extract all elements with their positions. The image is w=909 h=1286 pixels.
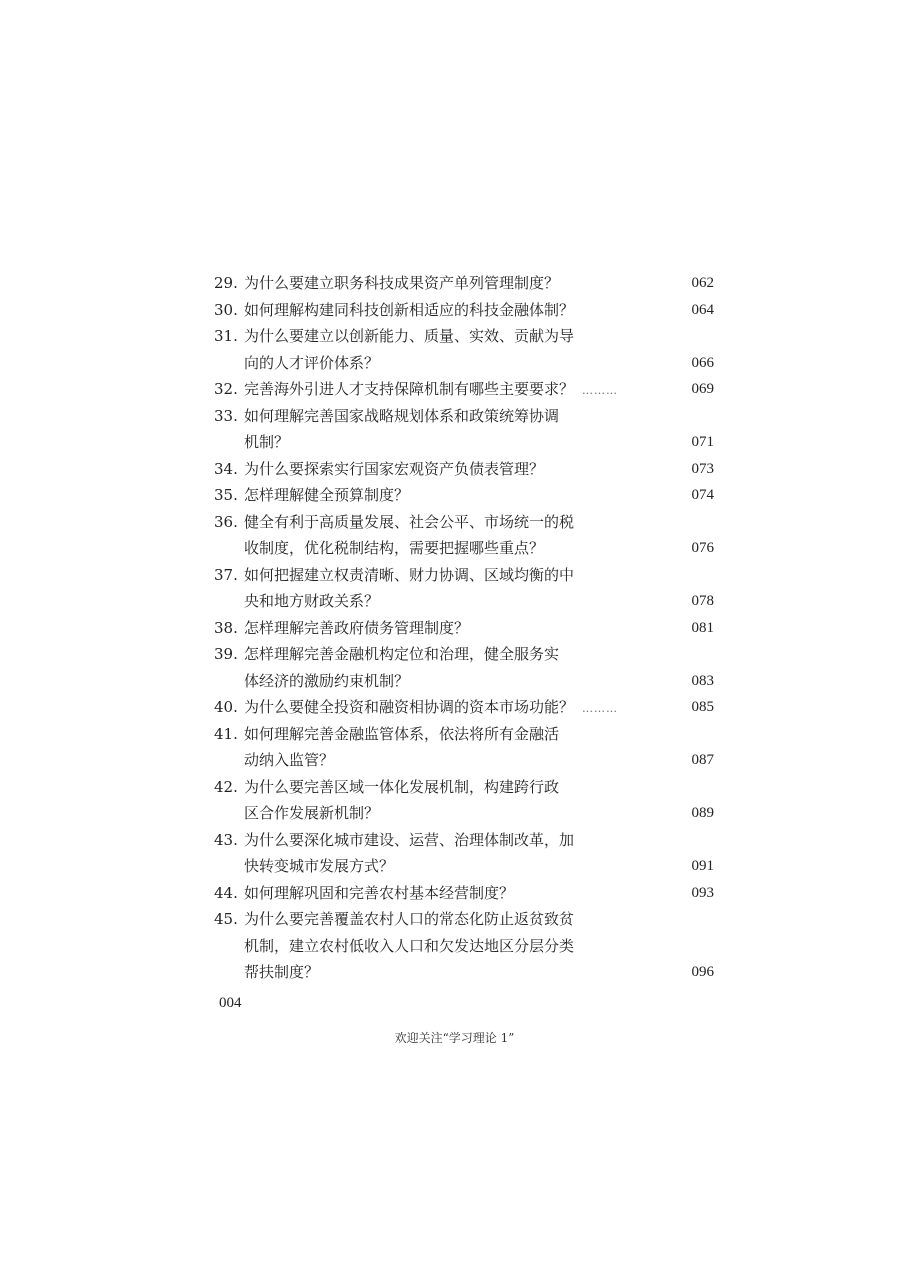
toc-entry-number: 34. — [214, 459, 238, 478]
toc-dot-leader: ……… — [582, 702, 619, 715]
toc-entry-line — [214, 880, 714, 907]
toc-entry-title: 健全有利于高质量发展、社会公平、市场统一的税 — [244, 512, 575, 531]
toc-entry-line — [214, 747, 714, 774]
toc-entry-page: 081 — [691, 619, 714, 636]
toc-entry-title: 如何把握建立权责清晰、财力协调、区域均衡的中 — [244, 565, 575, 584]
toc-entry-line — [214, 429, 714, 456]
toc-entry-title: 机制，建立农村低收入人口和欠发达地区分层分类 — [244, 936, 575, 955]
toc-entry-title: 收制度，优化税制结构，需要把握哪些重点？ — [244, 539, 545, 557]
toc-entry-page: 066 — [691, 354, 714, 371]
toc-entry-title: 为什么要完善区域一体化发展机制，构建跨行政 — [244, 777, 560, 796]
toc-entry-line — [214, 482, 714, 509]
toc-entry-page: 093 — [691, 884, 714, 901]
toc-entry-title: 为什么要完善覆盖农村人口的常态化防止返贫致贫 — [244, 910, 575, 928]
toc-entry[interactable] — [214, 906, 714, 986]
toc-entry-number: 45. — [214, 910, 238, 928]
toc-entry-title: 为什么要探索实行国家宏观资产负债表管理？ — [244, 459, 545, 478]
toc-entry[interactable] — [214, 615, 714, 642]
toc-entry-title: 为什么要健全投资和融资相协调的资本市场功能？ — [244, 698, 575, 716]
toc-entry[interactable] — [214, 456, 714, 483]
toc-entry-page: 078 — [691, 593, 714, 609]
toc-entry-number: 32. — [214, 380, 238, 398]
toc-entry[interactable] — [214, 323, 714, 376]
toc-entry-number: 31. — [214, 327, 238, 345]
toc-entry[interactable] — [214, 270, 714, 297]
toc-entry-number: 41. — [214, 724, 238, 743]
toc-entry-line — [214, 721, 714, 748]
toc-entry-title: 为什么要建立职务科技成果资产单列管理制度？ — [244, 274, 560, 292]
toc-entry-line — [214, 376, 714, 403]
toc-dot-leader: ……… — [582, 384, 619, 397]
toc-entry[interactable] — [214, 721, 714, 774]
toc-entry-page: 062 — [691, 275, 714, 291]
toc-entry-line — [214, 350, 714, 377]
toc-entry-line — [214, 403, 714, 430]
toc-entry-line — [214, 933, 714, 960]
page-number: 004 — [219, 995, 242, 1011]
toc-entry-page: 091 — [691, 858, 714, 874]
toc-entry-line — [214, 694, 714, 721]
toc-entry-line — [214, 827, 714, 854]
toc-entry-number: 42. — [214, 777, 238, 796]
toc-entry-page: 064 — [691, 301, 714, 318]
toc-entry-line — [214, 641, 714, 668]
toc-entry-page: 074 — [691, 487, 714, 503]
toc-entry[interactable] — [214, 562, 714, 615]
toc-entry-title: 体经济的激励约束机制？ — [244, 671, 410, 690]
toc-entry-number: 40. — [214, 698, 238, 716]
toc-entry-number: 44. — [214, 883, 238, 902]
toc-entry-title: 怎样理解完善政府债务管理制度？ — [244, 618, 470, 637]
toc-entry-line — [214, 959, 714, 986]
toc-entry[interactable] — [214, 827, 714, 880]
toc-entry-line — [214, 800, 714, 827]
toc-entry-title: 如何理解巩固和完善农村基本经营制度？ — [244, 883, 515, 902]
toc-entry-title: 帮扶制度？ — [244, 963, 320, 981]
toc-entry-title: 为什么要深化城市建设、运营、治理体制改革，加 — [244, 830, 575, 849]
toc-entry[interactable] — [214, 376, 714, 403]
toc-entry-page: 089 — [691, 805, 714, 821]
toc-entry-number: 35. — [214, 486, 238, 504]
toc-entry-title: 完善海外引进人才支持保障机制有哪些主要要求？ — [244, 380, 575, 398]
toc-entry-title: 向的人才评价体系？ — [244, 353, 380, 372]
toc-entry-title: 如何理解完善金融监管体系，依法将所有金融活 — [244, 724, 560, 743]
toc-entry[interactable] — [214, 297, 714, 324]
toc-entry-page: 069 — [691, 381, 714, 397]
toc-entry[interactable] — [214, 403, 714, 456]
toc-entry-line — [214, 853, 714, 880]
toc-entry-number: 38. — [214, 618, 238, 637]
table-of-contents — [214, 270, 714, 986]
toc-entry-page: 085 — [691, 699, 714, 715]
toc-entry-number: 30. — [214, 300, 238, 319]
toc-entry[interactable] — [214, 641, 714, 694]
toc-entry-number: 36. — [214, 512, 238, 531]
toc-entry-title: 为什么要建立以创新能力、质量、实效、贡献为导 — [244, 327, 575, 345]
toc-entry-line — [214, 456, 714, 483]
toc-entry-title: 如何理解构建同科技创新相适应的科技金融体制？ — [244, 300, 575, 319]
toc-entry-title: 动纳入监管？ — [244, 751, 335, 769]
toc-entry-page: 087 — [691, 752, 714, 768]
toc-entry-line — [214, 270, 714, 297]
toc-entry-page: 083 — [691, 672, 714, 689]
toc-entry-line — [214, 906, 714, 933]
footer-note: 欢迎关注“学习理论 1” — [394, 1031, 515, 1045]
toc-entry-line — [214, 535, 714, 562]
toc-entry-title: 机制？ — [244, 433, 290, 451]
toc-entry-line — [214, 562, 714, 589]
toc-entry-page: 076 — [691, 540, 714, 556]
toc-entry[interactable] — [214, 482, 714, 509]
toc-entry-line — [214, 509, 714, 536]
toc-entry-number: 29. — [214, 274, 238, 292]
toc-entry-page: 096 — [691, 964, 714, 980]
toc-entry-number: 43. — [214, 830, 238, 849]
toc-entry-line — [214, 668, 714, 695]
toc-entry[interactable] — [214, 880, 714, 907]
toc-entry[interactable] — [214, 509, 714, 562]
toc-entry-page: 071 — [691, 434, 714, 450]
toc-entry-title: 如何理解完善国家战略规划体系和政策统筹协调 — [244, 406, 560, 425]
toc-entry-line — [214, 588, 714, 615]
toc-entry-number: 39. — [214, 645, 238, 663]
toc-entry[interactable] — [214, 694, 714, 721]
toc-entry-line — [214, 774, 714, 801]
toc-entry-page: 073 — [691, 460, 714, 477]
toc-entry-number: 33. — [214, 406, 238, 425]
toc-entry[interactable] — [214, 774, 714, 827]
toc-entry-line — [214, 297, 714, 324]
toc-entry-title: 区合作发展新机制？ — [244, 804, 380, 822]
toc-entry-title: 怎样理解健全预算制度？ — [244, 486, 410, 504]
toc-entry-line — [214, 615, 714, 642]
toc-entry-number: 37. — [214, 565, 238, 584]
toc-entry-title: 央和地方财政关系？ — [244, 592, 380, 610]
toc-entry-line — [214, 323, 714, 350]
toc-entry-title: 快转变城市发展方式？ — [244, 857, 395, 875]
toc-entry-title: 怎样理解完善金融机构定位和治理，健全服务实 — [244, 645, 560, 663]
